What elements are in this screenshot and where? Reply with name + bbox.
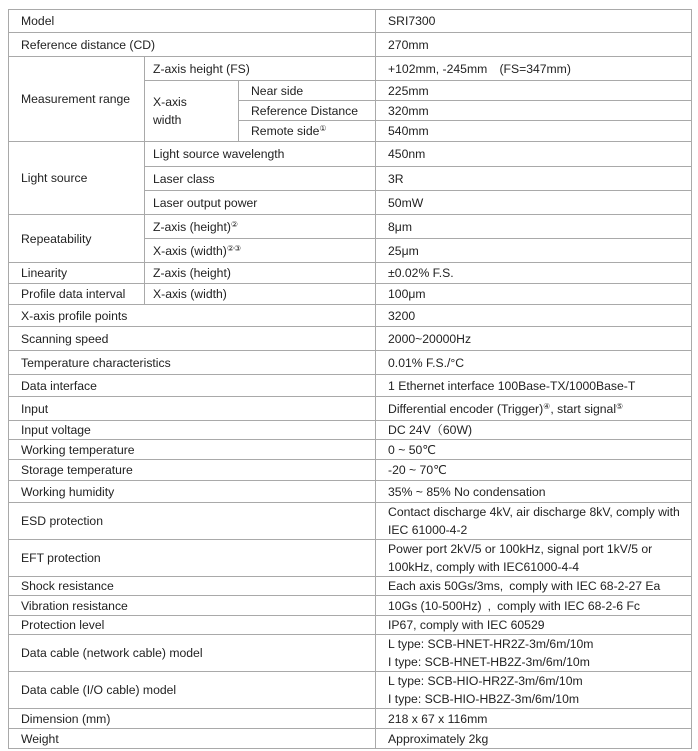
table-row <box>9 263 692 284</box>
z-axis-height-label: Z-axis (height) <box>153 219 231 234</box>
spec-value: 0.01% F.S./°C <box>376 351 692 375</box>
spec-label: Light source <box>9 142 145 215</box>
spec-label: Working temperature <box>9 440 376 460</box>
spec-label: Weight <box>9 729 376 749</box>
spec-sublabel <box>239 121 376 142</box>
spec-value: 320mm <box>376 101 692 121</box>
spec-label: Profile data interval <box>9 284 145 305</box>
spec-label: Repeatability <box>9 215 145 263</box>
eft-line-1: Power port 2kV/5 or 100kHz, signal port 1kV/5 or <box>388 542 653 556</box>
footnote-mark: ④ <box>543 401 551 411</box>
spec-sublabel: Laser output power <box>145 191 376 215</box>
spec-value: IP67, comply with IEC 60529 <box>376 616 692 635</box>
table-row <box>9 540 692 577</box>
spec-value: 1 Ethernet interface 100Base-TX/1000Base-T <box>376 375 692 397</box>
spec-value: ±0.02% F.S. <box>376 263 692 284</box>
spec-label: Linearity <box>9 263 145 284</box>
spec-label: X-axis profile points <box>9 305 376 327</box>
encoder-text: Differential encoder (Trigger) <box>388 401 544 416</box>
table-row <box>9 635 692 672</box>
spec-value: 218 x 67 x 116mm <box>376 709 692 729</box>
table-row <box>9 421 692 440</box>
spec-value: 450nm <box>376 142 692 167</box>
spec-value: 35% ~ 85% No condensation <box>376 481 692 503</box>
table-row <box>9 142 692 167</box>
spec-value: 8μm <box>376 215 692 239</box>
table-row <box>9 729 692 749</box>
footnote-mark: ⑤ <box>616 401 624 411</box>
table-row <box>9 460 692 481</box>
eft-line-2: 100kHz, comply with IEC61000-4-4 <box>388 560 580 574</box>
table-row <box>9 481 692 503</box>
footnote-mark: ② <box>230 219 239 229</box>
spec-value: -20 ~ 70℃ <box>376 460 692 481</box>
spec-sublabel: Z-axis height (FS) <box>145 57 376 81</box>
spec-label: Vibration resistance <box>9 596 376 616</box>
net-cable-line-2: I type: SCB-HNET-HB2Z-3m/6m/10m <box>388 655 590 669</box>
remote-side-label: Remote side <box>251 124 320 138</box>
x-axis-width-label: X-axis (width) <box>153 243 227 258</box>
table-row <box>9 596 692 616</box>
spec-value: 3200 <box>376 305 692 327</box>
spec-table <box>8 9 692 749</box>
spec-label: Data cable (network cable) model <box>9 635 376 672</box>
spec-label: Protection level <box>9 616 376 635</box>
spec-label: Input <box>9 397 376 421</box>
table-row <box>9 503 692 540</box>
spec-value: 50mW <box>376 191 692 215</box>
esd-line-2: IEC 61000-4-2 <box>388 523 468 537</box>
spec-value: 225mm <box>376 81 692 101</box>
spec-label: Temperature characteristics <box>9 351 376 375</box>
spec-sublabel: Reference Distance <box>239 101 376 121</box>
spec-label: Model <box>9 10 376 33</box>
spec-value: 540mm <box>376 121 692 142</box>
table-row <box>9 672 692 709</box>
spec-label: Working humidity <box>9 481 376 503</box>
table-row <box>9 215 692 239</box>
spec-label: Shock resistance <box>9 577 376 596</box>
io-cable-line-2: I type: SCB-HIO-HB2Z-3m/6m/10m <box>388 692 580 706</box>
spec-sublabel: Near side <box>239 81 376 101</box>
spec-value: 2000~20000Hz <box>376 327 692 351</box>
table-row <box>9 284 692 305</box>
spec-value <box>376 503 692 540</box>
spec-value: 0 ~ 50℃ <box>376 440 692 460</box>
table-row <box>9 397 692 421</box>
spec-sublabel: Z-axis (height) <box>145 263 376 284</box>
x-axis-label-width: width <box>153 113 182 127</box>
spec-value: Approximately 2kg <box>376 729 692 749</box>
spec-value <box>376 397 692 421</box>
spec-value: 25μm <box>376 239 692 263</box>
table-row <box>9 33 692 57</box>
footnote-mark: ②③ <box>226 243 242 253</box>
spec-label: ESD protection <box>9 503 376 540</box>
spec-value: SRI7300 <box>376 10 692 33</box>
spec-value: Each axis 50Gs/3ms, comply with IEC 68-2-27 Ea <box>376 577 692 596</box>
table-row <box>9 10 692 33</box>
spec-value <box>376 540 692 577</box>
table-row <box>9 616 692 635</box>
table-row <box>9 375 692 397</box>
spec-label: Dimension (mm) <box>9 709 376 729</box>
spec-value: 100μm <box>376 284 692 305</box>
spec-value: 3R <box>376 167 692 191</box>
spec-label: Storage temperature <box>9 460 376 481</box>
table-row <box>9 577 692 596</box>
net-cable-line-1: L type: SCB-HNET-HR2Z-3m/6m/10m <box>388 637 594 651</box>
table-row <box>9 57 692 81</box>
spec-label: Reference distance (CD) <box>9 33 376 57</box>
spec-sublabel: X-axis (width) <box>145 284 376 305</box>
spec-sublabel: Laser class <box>145 167 376 191</box>
spec-label: Measurement range <box>9 57 145 142</box>
spec-label: Data cable (I/O cable) model <box>9 672 376 709</box>
table-row <box>9 709 692 729</box>
x-axis-label: X-axis <box>153 95 187 109</box>
spec-value: +102mm, -245mm (FS=347mm) <box>376 57 692 81</box>
spec-value: DC 24V（60W) <box>376 421 692 440</box>
start-signal-text: , start signal <box>550 401 617 416</box>
spec-label: EFT protection <box>9 540 376 577</box>
spec-label: Input voltage <box>9 421 376 440</box>
spec-sublabel <box>145 215 376 239</box>
spec-value: 270mm <box>376 33 692 57</box>
esd-line-1: Contact discharge 4kV, air discharge 8kV, comply with <box>388 505 680 519</box>
spec-sublabel <box>145 239 376 263</box>
spec-value: 10Gs (10-500Hz) , comply with IEC 68-2-6 Fc <box>376 596 692 616</box>
spec-sublabel <box>145 81 239 142</box>
spec-value <box>376 672 692 709</box>
footnote-mark: ① <box>319 124 327 133</box>
table-row <box>9 440 692 460</box>
spec-label: Data interface <box>9 375 376 397</box>
spec-sublabel: Light source wavelength <box>145 142 376 167</box>
table-row <box>9 327 692 351</box>
table-row <box>9 305 692 327</box>
table-row <box>9 351 692 375</box>
spec-value <box>376 635 692 672</box>
spec-label: Scanning speed <box>9 327 376 351</box>
io-cable-line-1: L type: SCB-HIO-HR2Z-3m/6m/10m <box>388 674 583 688</box>
